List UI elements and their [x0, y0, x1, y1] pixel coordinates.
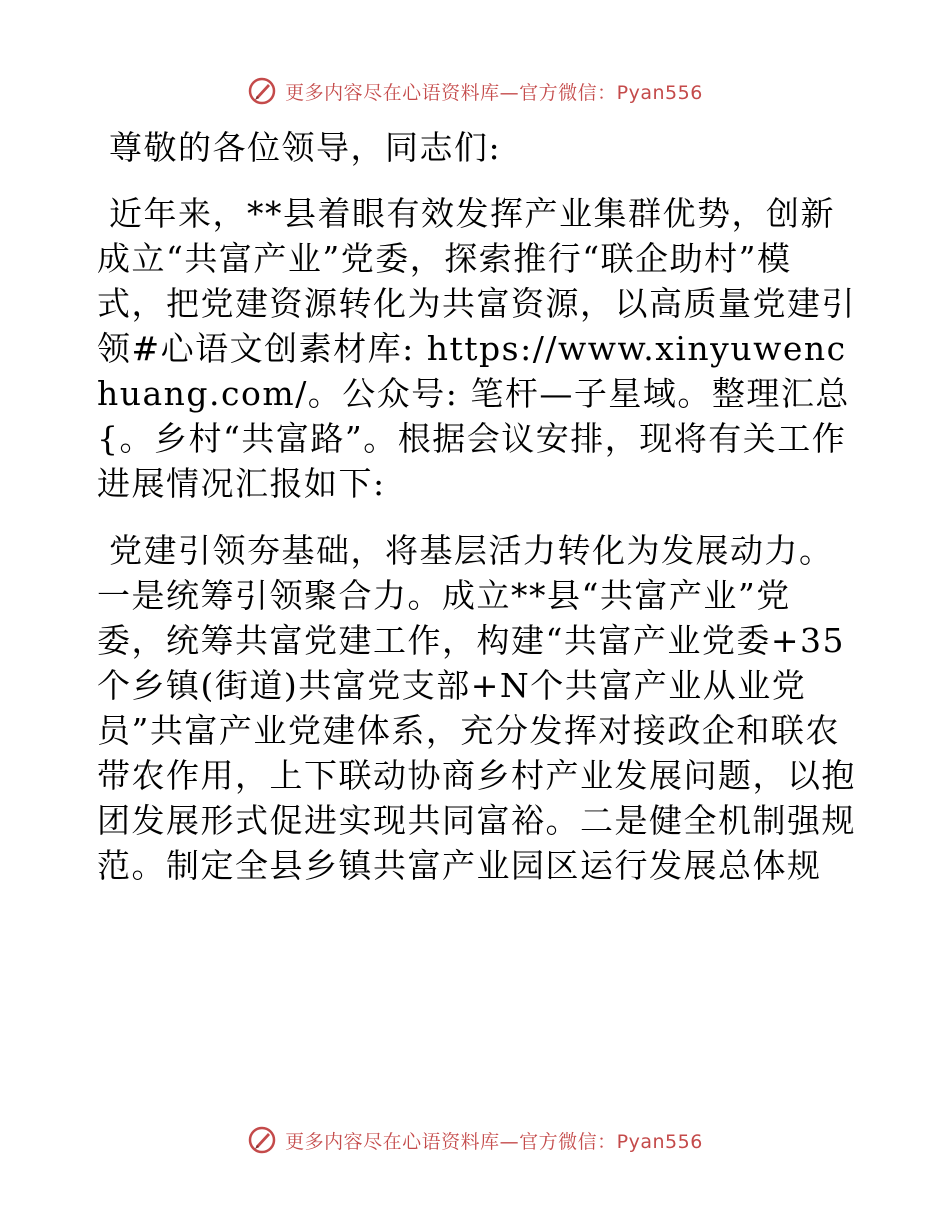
document-content [97, 125, 857, 888]
footer-banner-text: 更多内容尽在心语资料库—官方微信：Pyan556 [285, 1130, 703, 1153]
footer-banner [0, 1122, 950, 1158]
header-banner [0, 73, 950, 109]
body-paragraph: 党建引领夯基础，将基层活力转化为发展动力。一是统筹引领聚合力。成立**县“共富产业”党委，统筹共富党建工作，构建“共富产业党委+35个乡镇(街道)共富党支部+N个共富产业从业党员”共富产业党建体系，充分发挥对接政企和联农带农作用，上下联动协商乡村产业发展问题，以抱团发展形式促进实现共同富裕。二是健全机制强规范。制定全县乡镇共富产业园区运行发展总体规 [97, 531, 856, 885]
quill-pen-logo-icon [247, 1125, 277, 1155]
intro-paragraph: 近年来，**县着眼有效发挥产业集群优势，创新成立“共富产业”党委，探索推行“联企助村”模式，把党建资源转化为共富资源，以高质量党建引领#心语文创素材库: https://www.xinyuwenchuang.com/。公众号: 笔杆—子星域。整理汇总{。乡村“共富路”。根据会议安排，现将有关工作进展情况汇报如下: [97, 194, 856, 503]
greeting-paragraph: 尊敬的各位领导，同志们: [109, 128, 502, 167]
quill-pen-logo-icon [247, 76, 277, 106]
header-banner-text: 更多内容尽在心语资料库—官方微信：Pyan556 [285, 81, 703, 104]
